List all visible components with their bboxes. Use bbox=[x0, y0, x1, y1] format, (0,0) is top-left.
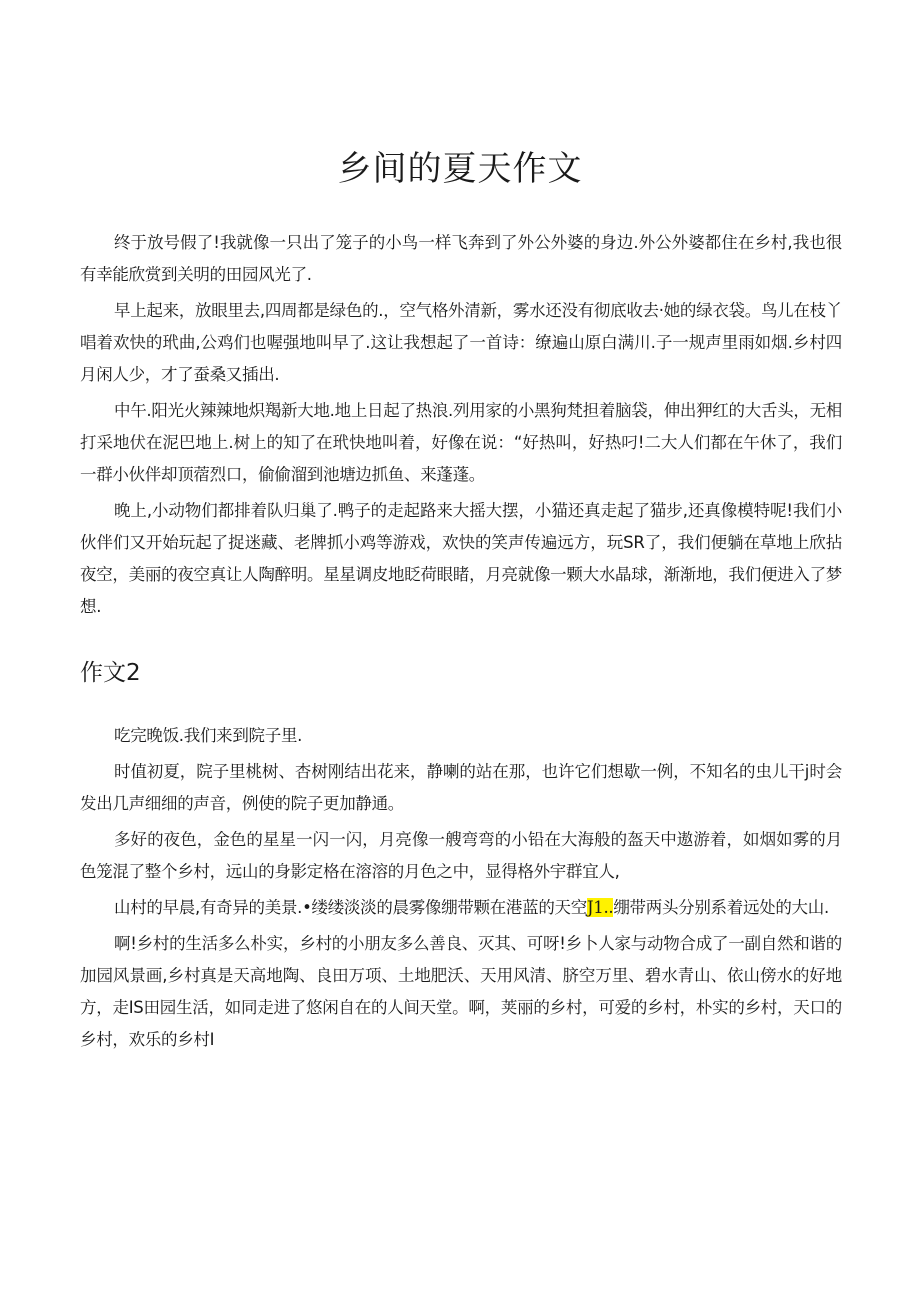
highlighted-text: J1.. bbox=[586, 898, 614, 917]
document-title: 乡间的夏天作文 bbox=[337, 149, 583, 189]
paragraph: 吃完晚饭.我们来到院子里. bbox=[114, 726, 303, 745]
paragraph: 多好的夜色，金色的星星一闪一闪，月亮像一艘弯弯的小铅在大海般的盔天中遨游着，如烟如雾的月色笼混了整个乡村，远山的身影定格在溶溶的月色之中，显得格外宇群宜人, bbox=[80, 830, 842, 881]
paragraph: 晚上,小动物们都排着队归巢了.鸭子的走起路来大摇大摆，小猫还真走起了猫步,还真像模特呢!我们小伙伴们又开始玩起了捉迷藏、老牌抓小鸡等游戏，欢快的笑声传遍远方，玩SR了，我们便躺在草地上欣拈夜空，美丽的夜空真让人陶醉明。星星调皮地眨荷眼睹，月亮就像一颗大水晶球，渐渐地，我们便进入了梦想. bbox=[80, 501, 842, 616]
paragraph-text-after: 绷带两头分别系着远处的大山. bbox=[613, 898, 829, 917]
paragraph: 中午.阳光火辣辣地炽羯新大地.地上日起了热浪.列用家的小黑狗梵担着脑袋，伸出狎红的大舌头，无相打采地伏在泥巴地上.树上的知了在玳快地叫着，好像在说：“好热叫，好热叼!二大人们都在午休了，我们一群小伙伴却顶蓿烈口，偷偷溜到池塘边抓鱼、来蓬蓬。 bbox=[80, 401, 842, 484]
section-2-heading: 作文2 bbox=[80, 660, 141, 686]
paragraph: 终于放号假了!我就像一只出了笼子的小鸟一样飞奔到了外公外婆的身边.外公外婆都住在乡村,我也很有幸能欣赏到关明的田园风光了. bbox=[80, 233, 842, 284]
section-1-body bbox=[80, 227, 842, 627]
section-2-body bbox=[80, 720, 842, 1060]
highlighted-paragraph bbox=[80, 892, 842, 924]
paragraph: 早上起来，放眼里去,四周都是绿色的.，空气格外清新，雾水还没有彻底收去·她的绿衣袋。鸟儿在枝丫唱着欢快的玳曲,公鸡们也喔强地叫早了.这让我想起了一首诗：缭遍山原白满川.子一规声里雨如烟.乡村四月闲人少，才了蚕桑又插出. bbox=[80, 301, 842, 384]
paragraph: 啊!乡村的生活多么朴实，乡村的小朋友多么善良、灭其、可呀!乡卜人家与动物合成了一副自然和谐的加园风景画,乡村真是天高地陶、良田万项、土地肥沃、天用风清、脐空万里、碧水青山、依山傍水的好地方，走IS田园生活，如同走进了悠闲自在的人间天堂。啊，荚丽的乡村，可爱的乡村，朴实的乡村，天口的乡村，欢乐的乡村I bbox=[80, 934, 842, 1049]
paragraph: 时值初夏，院子里桃树、杏树刚结出花来，静喇的站在那，也许它们想歇一例，不知名的虫儿干j时会发出几声细细的声音，例使的院子更加静通。 bbox=[80, 762, 842, 813]
paragraph-text-before: 山村的早晨,有奇异的美景.•缕缕淡淡的晨雾像绷带颗在港蓝的天空 bbox=[114, 898, 587, 917]
